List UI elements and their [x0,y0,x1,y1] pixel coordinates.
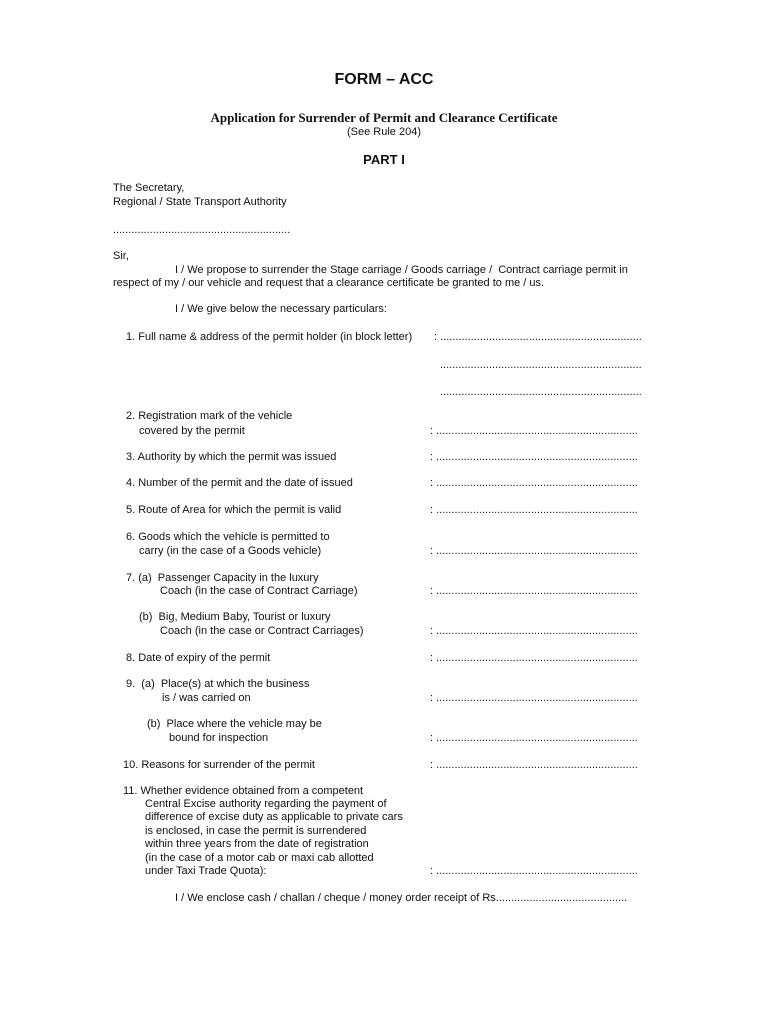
intro-line-3: I / We give below the necessary particulars: [175,303,387,315]
item-11-label-line-4: is enclosed, in case the permit is surrendered [145,825,367,837]
form-title: FORM – ACC [334,71,434,88]
salutation: Sir, [113,250,129,262]
intro-line-1: I / We propose to surrender the Stage carriage / Goods carriage / Contract carriage permit in [175,264,628,276]
item-1-fill[interactable]: : .................................................................. [434,331,642,343]
item-5-fill[interactable]: : .................................................................. [430,504,638,516]
item-9b-fill[interactable]: : .................................................................. [430,732,638,744]
item-2-label-cont: covered by the permit [139,425,245,437]
item-9a-fill[interactable]: : .................................................................. [430,692,638,704]
address-blank-line[interactable]: .......................................................... [113,224,291,236]
item-4-fill[interactable]: : .................................................................. [430,477,638,489]
item-3-fill[interactable]: : .................................................................. [430,451,638,463]
item-1-fill-line-2[interactable]: .................................................................. [440,359,642,371]
item-7a-label: 7. (a) Passenger Capacity in the luxury [126,572,319,584]
item-2-fill[interactable]: : .................................................................. [430,425,638,437]
item-9b-label: (b) Place where the vehicle may be [147,718,322,730]
part-heading: PART I [363,152,405,167]
item-6-label: 6. Goods which the vehicle is permitted to [126,531,330,543]
item-1-fill-line-3[interactable]: .................................................................. [440,386,642,398]
item-4-label: 4. Number of the permit and the date of issued [126,477,353,489]
item-11-label-line-6: (in the case of a motor cab or maxi cab allotted [145,852,374,864]
address-line-authority: Regional / State Transport Authority [113,196,287,208]
intro-line-2: respect of my / our vehicle and request that a clearance certificate be granted to me / us. [113,277,545,289]
item-7a-fill[interactable]: : .................................................................. [430,585,638,597]
enclosure-line[interactable]: I / We enclose cash / challan / cheque / money order receipt of Rs........................................... [175,892,628,904]
item-11-label-line-2: Central Excise authority regarding the payment of [145,798,387,810]
item-7b-fill[interactable]: : .................................................................. [430,625,638,637]
item-3-label: 3. Authority by which the permit was issued [126,451,337,463]
item-10-fill[interactable]: : .................................................................. [430,759,638,771]
item-6-fill[interactable]: : .................................................................. [430,545,638,557]
item-9a-label-cont: is / was carried on [162,692,251,704]
item-8-fill[interactable]: : .................................................................. [430,652,638,664]
form-subtitle: Application for Surrender of Permit and Clearance Certificate [210,110,558,125]
item-11-label: 11. Whether evidence obtained from a competent [123,785,364,797]
address-line-secretary: The Secretary, [113,182,185,194]
item-11-fill[interactable]: : .................................................................. [430,865,638,877]
item-7b-label-cont: Coach (in the case or Contract Carriages) [160,625,364,637]
item-1-label: 1. Full name & address of the permit holder (in block letter) [126,331,413,343]
item-6-label-cont: carry (in the case of a Goods vehicle) [139,545,322,557]
item-7a-label-cont: Coach (in the case of Contract Carriage) [160,585,358,597]
item-7b-label: (b) Big, Medium Baby, Tourist or luxury [139,611,331,623]
item-11-label-line-7: under Taxi Trade Quota): [145,865,267,877]
item-9a-label: 9. (a) Place(s) at which the business [126,678,310,690]
item-8-label: 8. Date of expiry of the permit [126,652,271,664]
item-10-label: 10. Reasons for surrender of the permit [123,759,315,771]
item-2-label: 2. Registration mark of the vehicle [126,410,293,422]
rule-reference: (See Rule 204) [347,126,421,138]
item-11-label-line-3: difference of excise duty as applicable to private cars [145,811,403,823]
item-5-label: 5. Route of Area for which the permit is valid [126,504,342,516]
item-11-label-line-5: within three years from the date of registration [145,838,369,850]
item-9b-label-cont: bound for inspection [169,732,269,744]
